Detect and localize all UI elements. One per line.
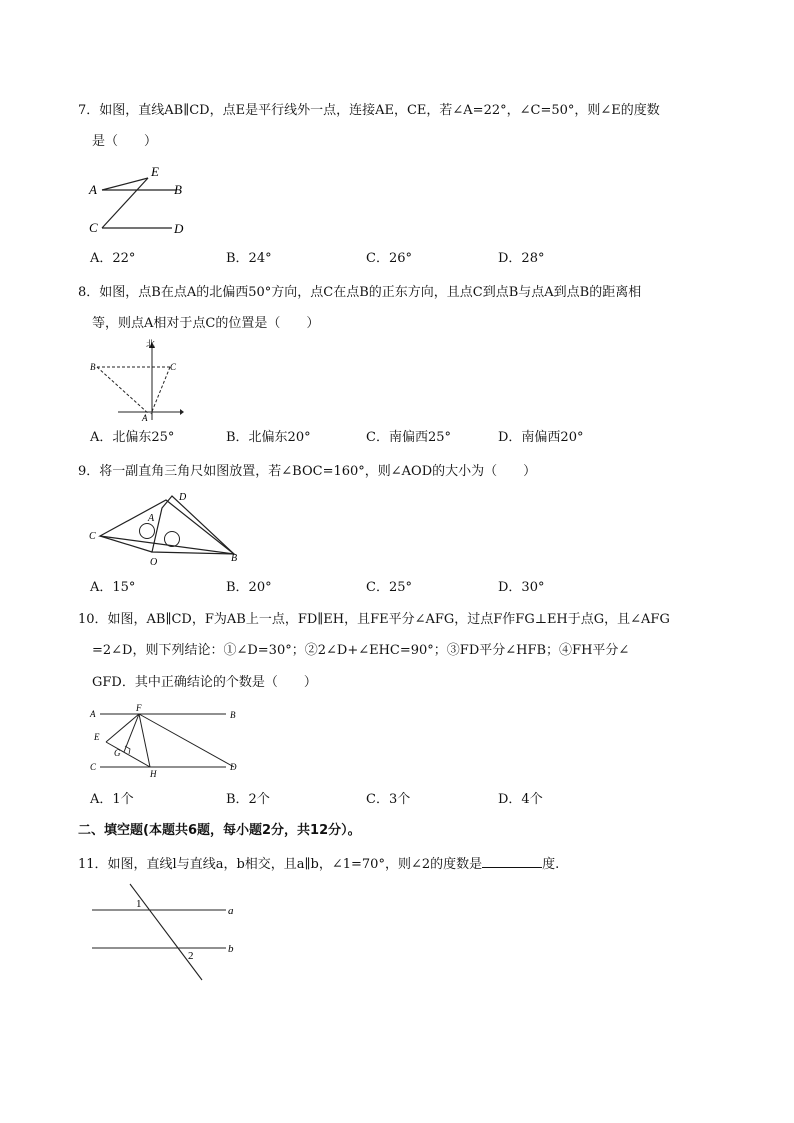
q8-options	[0, 430, 794, 446]
q11-text-post: 度.	[542, 857, 560, 872]
q11-label-a: a	[228, 905, 234, 917]
q9-text-line1: 9．将一副直角三角尺如图放置，若∠BOC=160°，则∠AOD的大小为（ ）	[78, 464, 537, 479]
q8-option-b: B．北偏东20°	[226, 430, 311, 445]
q9-options	[0, 580, 794, 596]
q10-label-H: H	[150, 769, 157, 779]
q7-label-C: C	[89, 220, 98, 235]
q10-label-E: E	[94, 732, 100, 742]
q7-label-E: E	[151, 164, 159, 179]
q10-option-c: C．3个	[366, 792, 411, 807]
q11-label-2: 2	[188, 950, 194, 962]
section-heading: 二、填空题(本题共6题，每小题2分，共12分）。	[78, 823, 361, 838]
q11-label-1: 1	[136, 898, 142, 910]
q8-option-c: C．南偏西25°	[366, 430, 451, 445]
q8-figure	[84, 336, 194, 424]
q8-option-d: D．南偏西20°	[498, 430, 584, 445]
q7-label-A: A	[89, 182, 97, 197]
q7-option-d: D．28°	[498, 251, 545, 266]
q9-label-D: D	[179, 492, 187, 503]
q7-option-a: A．22°	[90, 251, 136, 266]
q10-label-F: F	[136, 703, 142, 713]
q11-text-line1	[78, 855, 559, 873]
q9-figure	[84, 488, 244, 568]
q10-label-G: G	[114, 748, 121, 758]
q11-text-pre: 11．如图，直线l与直线a，b相交，且a∥b，∠1=70°，则∠2的度数是	[78, 857, 483, 872]
q9-option-a: A．15°	[90, 580, 136, 595]
q9-label-A: A	[148, 513, 155, 524]
q8-text-line1: 8．如图，点B在点A的北偏西50°方向，点C在点B的正东方向，且点C到点B与点A到点B的距离相	[78, 285, 642, 300]
q7-text-line2: 是（ ）	[92, 134, 158, 149]
q10-label-A: A	[90, 709, 96, 719]
q10-text-line2: =2∠D，则下列结论：①∠D=30°；②2∠D+∠EHC=90°；③FD平分∠HFB；④FH平分∠	[92, 643, 630, 658]
q7-label-D: D	[174, 221, 184, 236]
q10-option-b: B．2个	[226, 792, 270, 807]
q9-label-O: O	[150, 557, 158, 568]
q10-label-B: B	[230, 710, 236, 720]
q11-figure	[84, 878, 244, 986]
q7-options	[0, 251, 794, 267]
q9-label-C: C	[89, 531, 96, 542]
q9-option-c: C．25°	[366, 580, 412, 595]
q7-option-b: B．24°	[226, 251, 272, 266]
q7-label-B: B	[174, 182, 182, 197]
q10-option-d: D．4个	[498, 792, 543, 807]
q9-label-B: B	[231, 553, 238, 564]
q7-text-line1: 7．如图，直线AB∥CD，点E是平行线外一点，连接AE，CE，若∠A=22°，∠C=50°，则∠E的度数	[78, 103, 660, 118]
q10-figure	[84, 700, 244, 782]
q7-figure	[84, 160, 204, 240]
q8-label-B: B	[90, 362, 96, 372]
q10-options	[0, 792, 794, 808]
q10-label-D: D	[230, 762, 237, 772]
q8-text-line2: 等，则点A相对于点C的位置是（ ）	[92, 316, 320, 331]
q8-label-north: 北	[146, 339, 156, 349]
q7-option-c: C．26°	[366, 251, 412, 266]
q8-option-a: A．北偏东25°	[90, 430, 175, 445]
q8-label-C: C	[170, 362, 177, 372]
q9-option-b: B．20°	[226, 580, 272, 595]
q10-option-a: A．1个	[90, 792, 134, 807]
q10-text-line1: 10．如图，AB∥CD，F为AB上一点，FD∥EH，且FE平分∠AFG，过点F作FG⊥EH于点G，且∠AFG	[78, 612, 670, 627]
q10-label-C: C	[90, 762, 97, 772]
q9-option-d: D．30°	[498, 580, 545, 595]
q10-text-line3: GFD．其中正确结论的个数是（ ）	[92, 675, 317, 690]
q8-label-A: A	[142, 413, 148, 423]
q11-label-b: b	[228, 943, 234, 955]
q11-answer-blank	[482, 855, 542, 868]
